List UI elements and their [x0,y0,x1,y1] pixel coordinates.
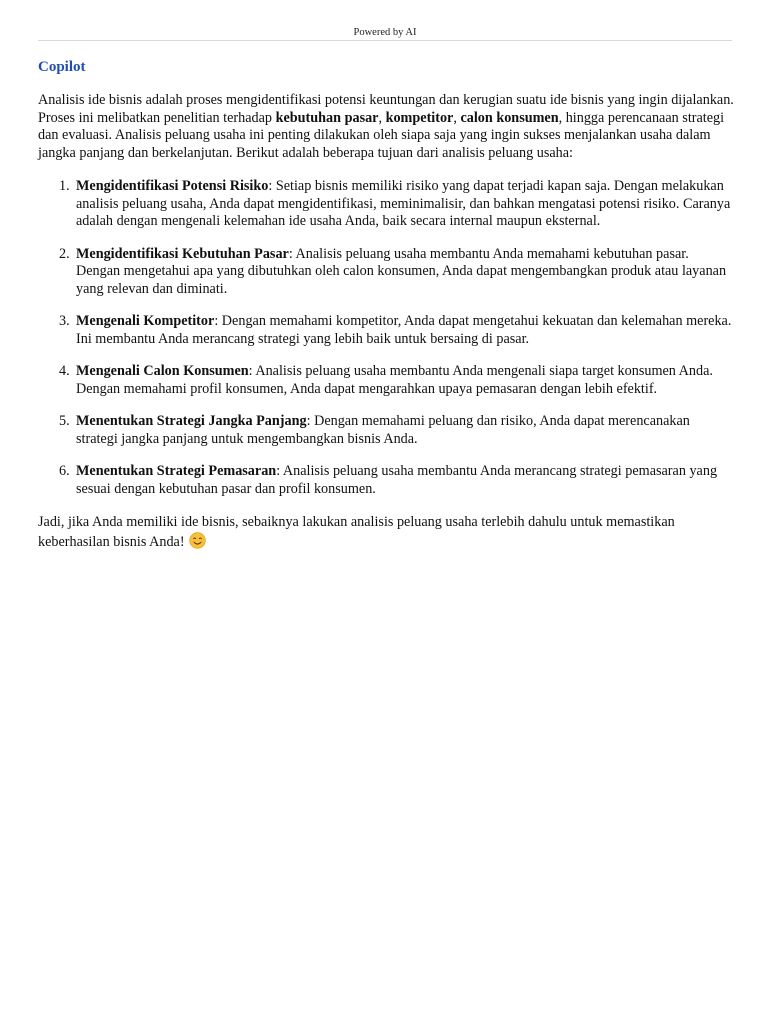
list-item [59,178,734,231]
intro-bold-kebutuhan-pasar: kebutuhan pasar [275,109,379,126]
list-item-text: : Setiap bisnis memiliki risiko yang dapat terjadi kapan saja. Dengan melakukan analisis peluang usaha, Anda dapat mengidentifikasi, meminimalisir, dan bahkan mengatasi potensi risiko. Caranya adalah dengan mengenali kelemahan ide usaha Anda, baik secara internal maupun eksternal. [76,178,731,229]
intro-separator: , [453,109,461,126]
list-item [59,413,734,448]
list-item-number: 6. [59,463,70,479]
list-item-text: : Dengan memahami peluang dan risiko, Anda dapat merencanakan strategi jangka panjang untuk mengembangkan bisnis Anda. [76,413,690,447]
list-item-text: : Analisis peluang usaha membantu Anda merancang strategi pemasaran yang sesuai dengan kebutuhan pasar dan profil konsumen. [76,463,718,497]
list-item-title: Mengenali Calon Konsumen [76,363,249,379]
list-item-number: 5. [59,413,70,429]
list-item [59,313,734,348]
intro-text-end: , hingga perencanaan strategi dan evaluasi. Analisis peluang usaha ini penting dilakukan oleh siapa saja yang ingin sukses menjalankan usaha dalam jangka panjang dan berkelanjutan. Berikut adalah beberapa tujuan dari analisis peluang usaha: [38,109,725,161]
list-item-title: Mengidentifikasi Kebutuhan Pasar [76,245,289,262]
list-item [59,245,734,299]
intro-text-start: Analisis ide bisnis adalah proses mengidentifikasi potensi keuntungan dan kerugian suatu ide bisnis yang ingin dijalankan. Proses ini melibatkan penelitian terhadap [38,92,734,126]
list-item-text: : Analisis peluang usaha membantu Anda mengenali siapa target konsumen Anda. Dengan memahami profil konsumen, Anda dapat mengarahkan upaya pemasaran dengan lebih efektif. [76,363,713,397]
list-item-number: 2. [59,245,70,262]
list-item-title: Menentukan Strategi Jangka Panjang [76,413,307,429]
list-item-text: : Analisis peluang usaha membantu Anda memahami kebutuhan pasar. Dengan mengetahui apa yang dibutuhkan oleh calon konsumen, Anda dapat mengembangkan produk atau layanan yang relevan dan diminati. [76,245,727,297]
copilot-response [38,58,734,554]
list-item [59,363,734,398]
powered-by-label: Powered by AI [353,27,417,38]
response-title: Copilot [38,59,86,75]
list-item-number: 4. [59,363,70,379]
page-header [38,0,732,41]
list-item-text: : Dengan memahami kompetitor, Anda dapat mengetahui kekuatan dan kelemahan mereka. Ini membantu Anda merancang strategi yang lebih baik untuk bersaing di pasar. [76,313,732,347]
intro-paragraph [38,92,734,162]
list-item-title: Mengenali Kompetitor [76,313,215,329]
closing-paragraph [38,514,734,554]
list-item-title: Menentukan Strategi Pemasaran [76,463,277,479]
purpose-list [38,178,734,498]
smiling-face-icon [189,532,206,555]
intro-bold-calon-konsumen: calon konsumen [460,109,559,126]
list-item [59,463,734,498]
intro-bold-kompetitor: kompetitor [385,109,454,126]
list-item-number: 3. [59,313,70,329]
intro-separator: , [378,109,386,126]
closing-text: Jadi, jika Anda memiliki ide bisnis, sebaiknya lakukan analisis peluang usaha terlebih dahulu untuk memastikan keberhasilan bisnis Anda! [38,514,675,550]
list-item-title: Mengidentifikasi Potensi Risiko [76,178,269,194]
list-item-number: 1. [59,178,70,194]
